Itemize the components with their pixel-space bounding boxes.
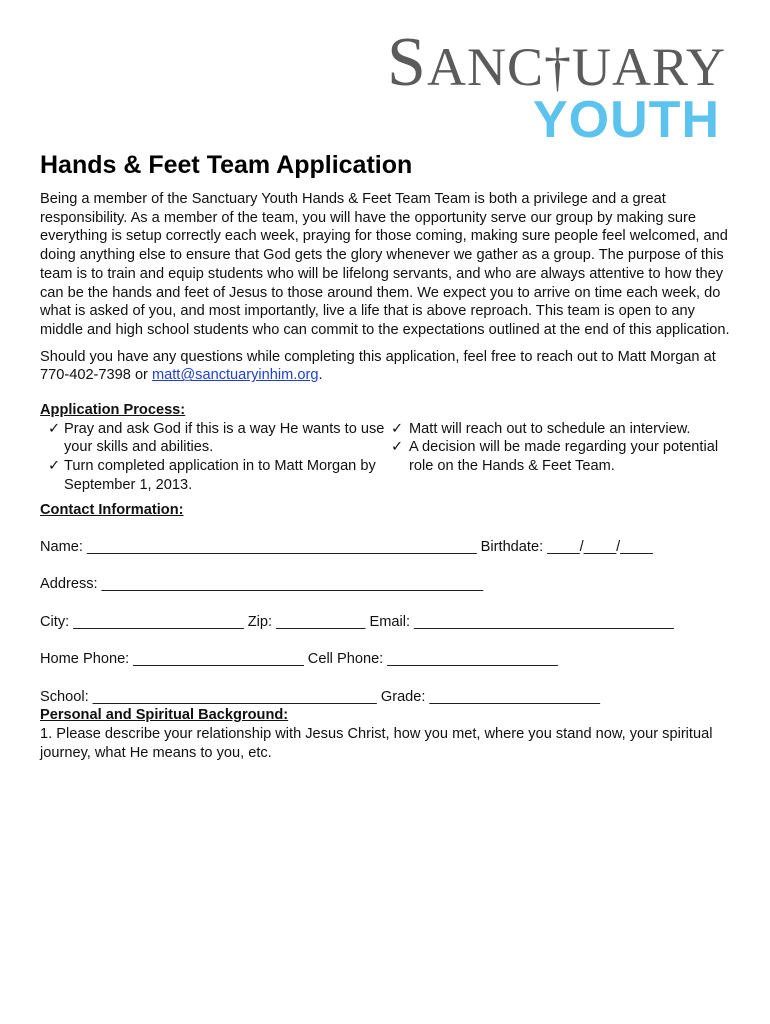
sanctuary-youth-logo	[346, 24, 726, 149]
process-step	[385, 420, 730, 439]
process-step	[40, 457, 385, 494]
process-columns	[40, 420, 730, 495]
question-1: 1. Please describe your relationship with Jesus Christ, how you met, where you stand now, your spiritual journey, what He means to you, etc.	[40, 725, 713, 761]
contact-heading: Contact Information:	[40, 501, 184, 518]
process-step-text: Turn completed application in to Matt Morgan by September 1, 2013.	[64, 458, 376, 493]
logo-youth: YOUTH	[533, 91, 720, 149]
process-left-column	[40, 420, 385, 495]
name-field[interactable]: Name: ________________________________________________ Birthdate: ____/____/____	[40, 538, 653, 555]
process-step	[40, 420, 385, 457]
background-heading: Personal and Spiritual Background:	[40, 707, 289, 724]
contact-paragraph	[40, 348, 730, 385]
city-zip-email-field[interactable]: City: _____________________ Zip: ___________ Email: ________________________________	[40, 613, 674, 630]
contact-text-end: .	[318, 367, 323, 384]
process-step-text: A decision will be made regarding your potential role on the Hands & Feet Team.	[409, 439, 719, 475]
process-step-text: Pray and ask God if this is a way He wants to use your skills and abilities.	[64, 420, 385, 456]
application-process	[40, 401, 730, 495]
check-icon: ✓	[48, 458, 61, 475]
email-link[interactable]: matt@sanctuaryinhim.org	[151, 367, 319, 384]
school-grade-field[interactable]: School: ___________________________________ Grade: _____________________	[40, 688, 600, 705]
check-icon: ✓	[391, 439, 404, 456]
process-heading: Application Process:	[40, 402, 186, 419]
process-step	[385, 438, 730, 475]
page-title: Hands & Feet Team Application	[40, 151, 413, 179]
phone-field[interactable]: Home Phone: _____________________ Cell Phone: _____________________	[40, 651, 558, 668]
logo-sanctuary: SANC†UARY	[387, 24, 726, 101]
contact-text: Should you have any questions while completing this application, feel free to reach out to Matt Morgan at 770-402-7398 or	[40, 348, 716, 384]
check-icon: ✓	[48, 420, 61, 437]
process-right-column	[385, 420, 730, 495]
check-icon: ✓	[391, 420, 404, 437]
form-content	[40, 148, 730, 762]
intro-paragraph: Being a member of the Sanctuary Youth Hands & Feet Team Team is both a privilege and a great responsibility. As a member of the team, you will have the opportunity serve our group by making sure everything is setup correctly each week, praying for those coming, making sure people feel welcomed, and doing anything else to ensure that God gets the glory whenever we gather as a group. The purpose of this team is to train and equip students who will be lifelong servants, and who are always attentive to how they can be the hands and feet of Jesus to those around them. We expect you to arrive on time each week, do what is asked of you, and most importantly, live a life that is above reproach. This team is open to any middle and high school students who can commit to the expectations outlined at the end of this application.	[40, 191, 730, 338]
address-field[interactable]: Address: _______________________________________________	[40, 576, 484, 593]
process-step-text: Matt will reach out to schedule an interview.	[409, 420, 691, 437]
